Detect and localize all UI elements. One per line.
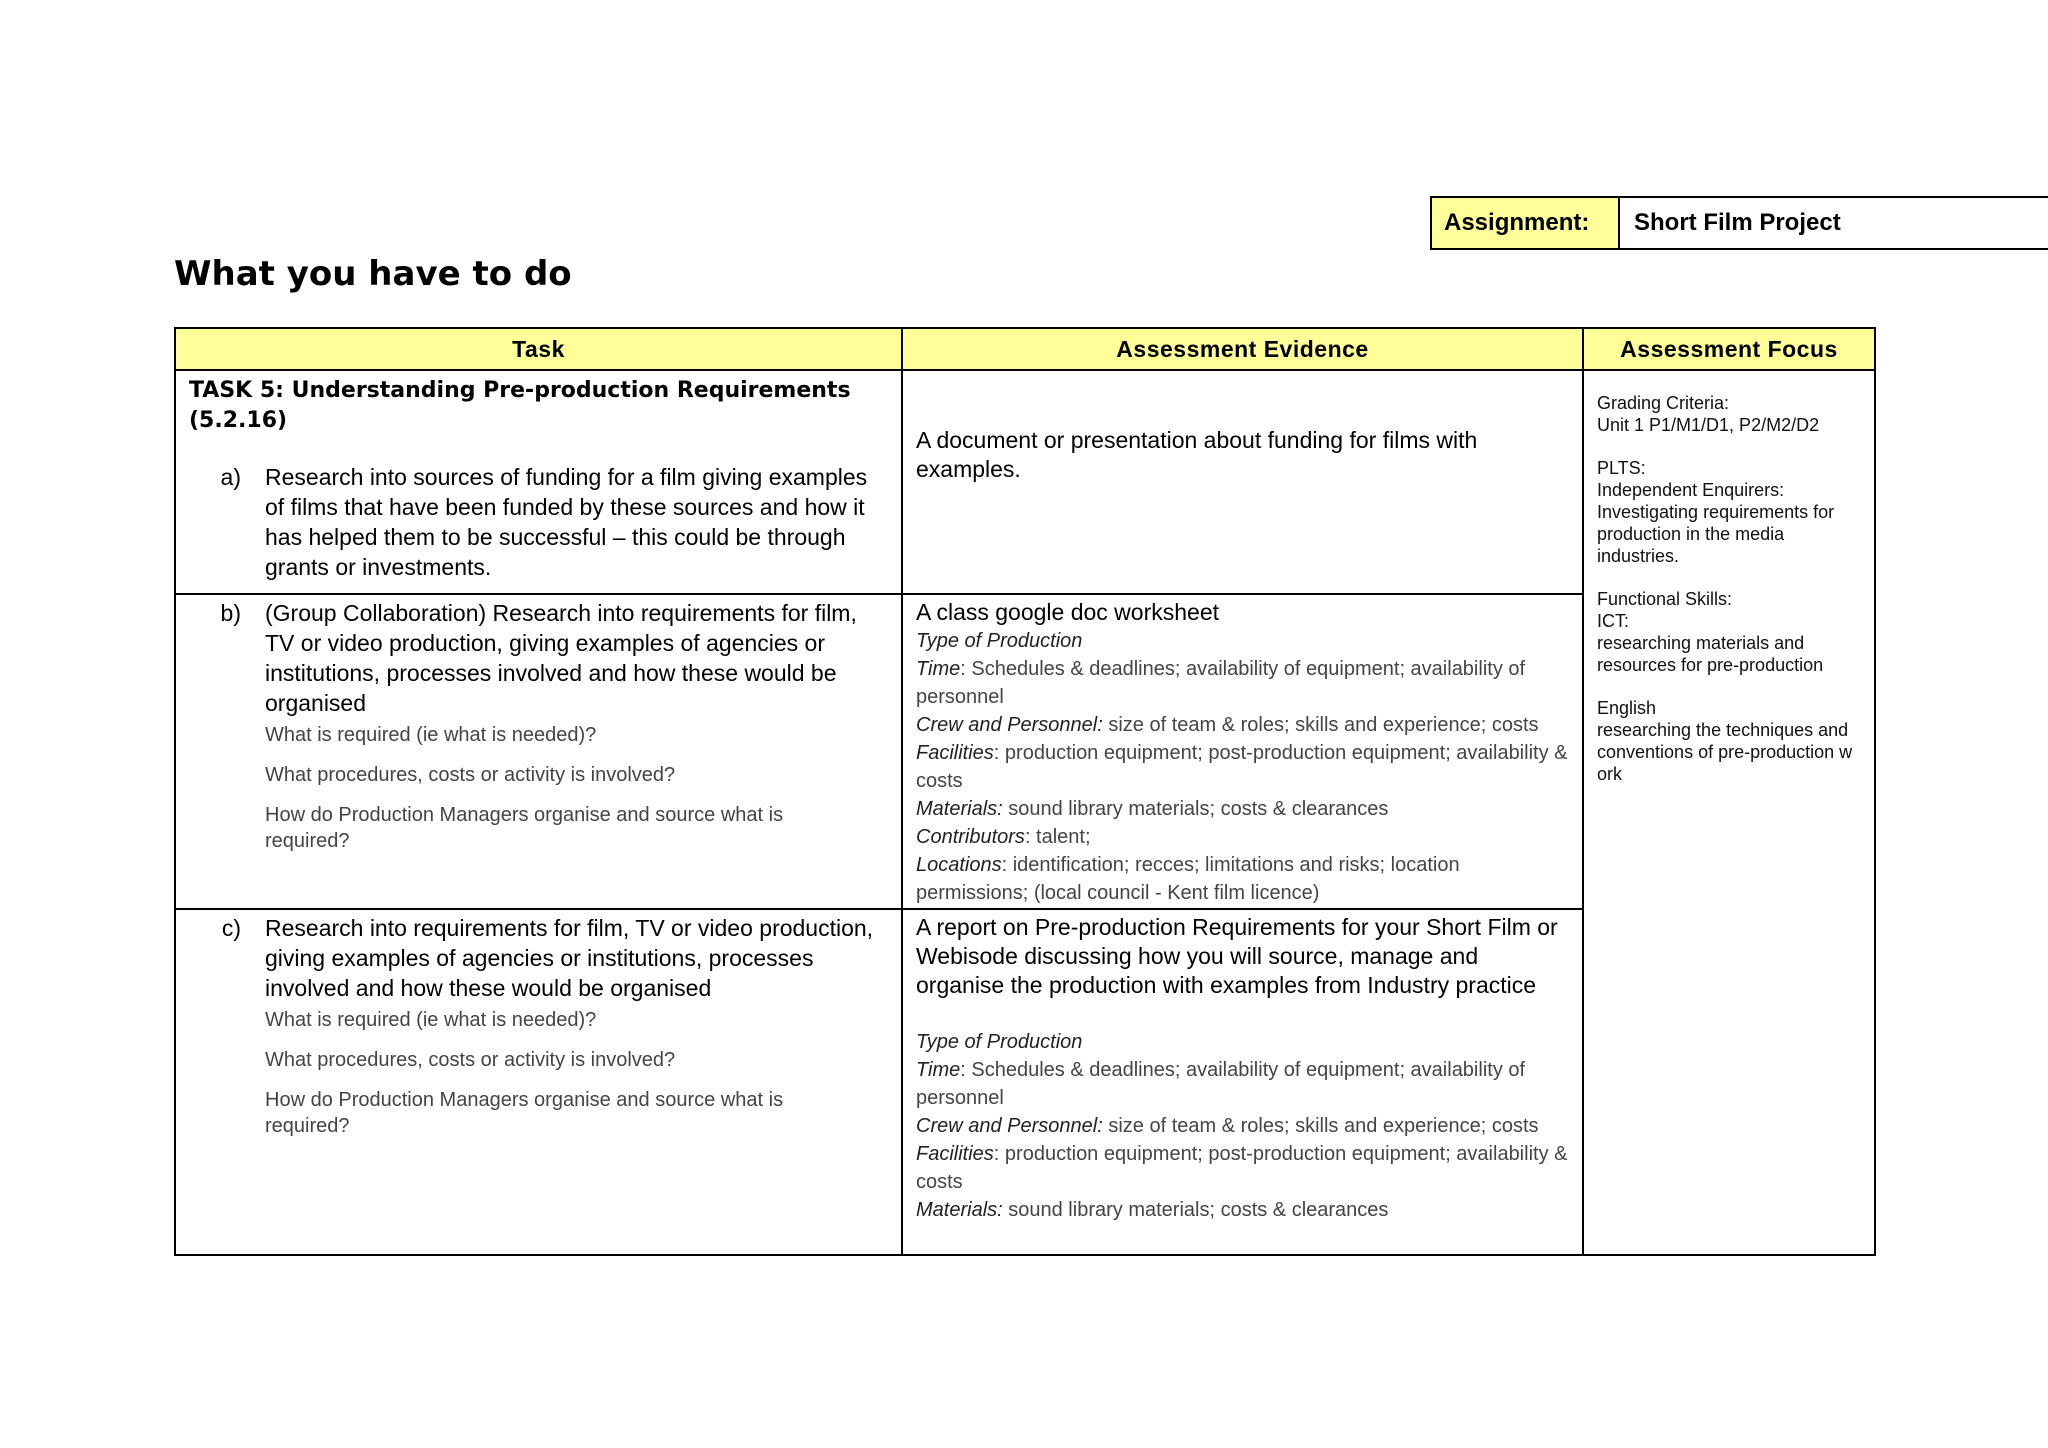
evidence-line: Locations: identification; recces; limitations and risks; location permissions; (local council - Kent film licence) — [916, 854, 1460, 904]
evidence-line — [916, 1028, 1569, 1056]
evidence-label: Crew and Personnel: — [916, 1115, 1103, 1137]
task-cell-a — [175, 370, 902, 594]
plts-text: Independent Enquirers: Investigating requirements for production in the media industries. — [1597, 480, 1835, 566]
item-text: Research into requirements for film, TV or video production, giving examples of agencies or institutions, processes involved and how these would be organised — [265, 915, 874, 1001]
item-marker: a) — [220, 464, 241, 490]
evidence-line: Materials: sound library materials; costs & clearances — [916, 798, 1389, 820]
evidence-title: A class google doc worksheet — [916, 599, 1220, 625]
question-item: What is required (ie what is needed)? — [265, 724, 597, 746]
evidence-line — [916, 627, 1569, 655]
evidence-label: Locations — [916, 854, 1002, 876]
focus-cell — [1583, 370, 1875, 1255]
evidence-label: Materials: — [916, 1199, 1003, 1221]
question-item: What is required (ie what is needed)? — [265, 1009, 597, 1031]
evidence-label: Type of Production — [916, 1031, 1083, 1053]
page-title: What you have to do — [174, 254, 572, 294]
evidence-line: Facilities: production equipment; post-production equipment; availability & costs — [916, 742, 1568, 792]
fs-ict-text: researching materials and resources for pre-production — [1597, 633, 1824, 675]
question-item: What procedures, costs or activity is involved? — [265, 1049, 676, 1071]
plts-title: PLTS: — [1597, 458, 1646, 478]
english-title: English — [1597, 698, 1657, 718]
item-marker: b) — [220, 600, 241, 626]
fs-ict: ICT: — [1597, 611, 1630, 631]
assignment-value: Short Film Project — [1634, 209, 1841, 236]
question-item: What procedures, costs or activity is involved? — [265, 764, 676, 786]
grading-text: Unit 1 P1/M1/D1, P2/M2/D2 — [1597, 415, 1820, 435]
header-focus: Assessment Focus — [1583, 328, 1875, 370]
evidence-label: Time — [916, 1059, 961, 1081]
evidence-line: Facilities: production equipment; post-production equipment; availability & costs — [916, 1143, 1568, 1193]
evidence-cell-b — [902, 594, 1583, 909]
task-table — [174, 327, 1876, 1256]
table-row — [175, 370, 1875, 594]
item-marker: c) — [221, 915, 241, 941]
evidence-line: Contributors: talent; — [916, 826, 1091, 848]
evidence-cell-a — [902, 370, 1583, 594]
evidence-line: Time: Schedules & deadlines; availability of equipment; availability of personnel — [916, 658, 1526, 708]
item-text: (Group Collaboration) Research into requirements for film, TV or video production, giving examples of agencies or institutions, processes involved and how these would be organised — [265, 600, 857, 716]
table-header-row — [175, 328, 1875, 370]
evidence-line: Time: Schedules & deadlines; availability of equipment; availability of personnel — [916, 1059, 1526, 1109]
grading-title: Grading Criteria: — [1597, 393, 1730, 413]
evidence-label: Type of Production — [916, 630, 1083, 652]
question-item: How do Production Managers organise and source what is required? — [265, 1089, 784, 1137]
evidence-label: Crew and Personnel: — [916, 714, 1103, 736]
evidence-line: Crew and Personnel: size of team & roles; skills and experience; costs — [916, 1115, 1539, 1137]
header-evidence: Assessment Evidence — [902, 328, 1583, 370]
evidence-text: A document or presentation about funding for films with examples. — [916, 427, 1478, 482]
evidence-title: A report on Pre-production Requirements for your Short Film or Webisode discussing how you will source, manage and organise the production with examples from Industry practice — [916, 914, 1558, 998]
evidence-label: Materials: — [916, 798, 1003, 820]
evidence-label: Facilities — [916, 1143, 994, 1165]
english-text: researching the techniques and conventions of pre-production w ork — [1597, 720, 1853, 784]
task-item-c — [177, 913, 900, 1003]
task-cell-b — [175, 594, 902, 909]
evidence-line: Materials: sound library materials; costs & clearances — [916, 1199, 1389, 1221]
header-task: Task — [175, 328, 902, 370]
evidence-label: Contributors — [916, 826, 1025, 848]
evidence-line: Crew and Personnel: size of team & roles; skills and experience; costs — [916, 714, 1539, 736]
assignment-label: Assignment: — [1432, 198, 1620, 248]
task-item-b — [177, 598, 900, 718]
assignment-box — [1430, 196, 2048, 250]
evidence-cell-c — [902, 909, 1583, 1255]
task-item-a — [177, 462, 900, 582]
question-item: How do Production Managers organise and source what is required? — [265, 804, 784, 852]
task-cell-c — [175, 909, 902, 1255]
evidence-label: Time — [916, 658, 961, 680]
evidence-label: Facilities — [916, 742, 994, 764]
task-title: TASK 5: Understanding Pre-production Requirements (5.2.16) — [189, 378, 851, 433]
item-text: Research into sources of funding for a film giving examples of films that have been funded by these sources and how it has helped them to be successful – this could be through grants or investments. — [265, 464, 868, 580]
fs-title: Functional Skills: — [1597, 589, 1733, 609]
